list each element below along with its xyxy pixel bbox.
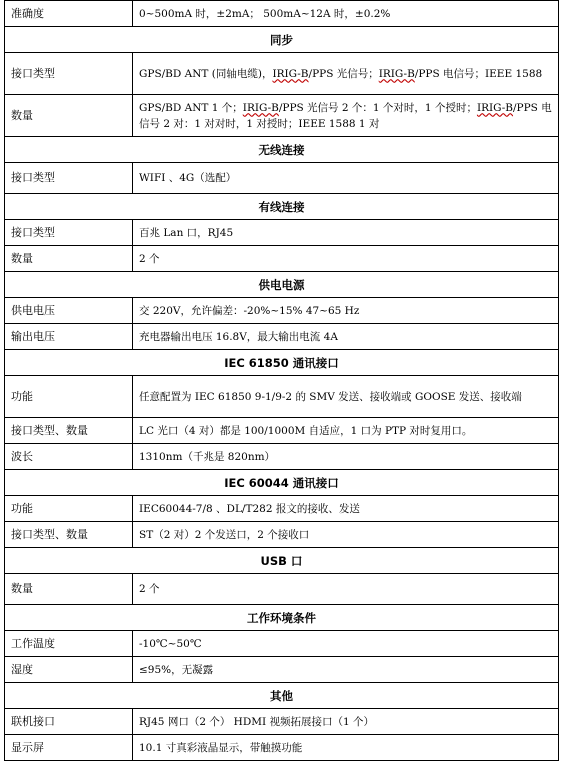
spec-table <box>4 0 559 761</box>
row-label: 接口类型、数量 <box>5 418 133 444</box>
section-title: 同步 <box>5 27 559 53</box>
row-label: 湿度 <box>5 657 133 683</box>
row-value: LC 光口（4 对）都是 100/1000M 自适应，1 口为 PTP 对时复用口。 <box>133 418 559 444</box>
section-title: IEC 61850 通讯接口 <box>5 350 559 376</box>
section-header-row <box>5 470 559 496</box>
row-value: 1310nm（千兆是 820nm） <box>133 444 559 470</box>
section-title: 工作环境条件 <box>5 605 559 631</box>
table-row <box>5 444 559 470</box>
section-header-row <box>5 350 559 376</box>
value-part: IRIG-B <box>476 101 514 114</box>
section-header-row <box>5 272 559 298</box>
row-value: 0~500mA 时，±2mA； 500mA~12A 时，±0.2% <box>133 1 559 27</box>
value-part: /PPS 光信号 2 个：1 个对时，1 个授时； <box>278 101 477 114</box>
section-header-row <box>5 548 559 574</box>
section-title: 无线连接 <box>5 137 559 163</box>
row-label: 接口类型、数量 <box>5 522 133 548</box>
row-label: 输出电压 <box>5 324 133 350</box>
table-row <box>5 246 559 272</box>
row-value: 10.1 寸真彩液晶显示，带触摸功能 <box>133 735 559 761</box>
row-value: ST（2 对）2 个发送口，2 个接收口 <box>133 522 559 548</box>
section-header-row <box>5 27 559 53</box>
row-value: 交 220V，允许偏差：-20%~15% 47~65 Hz <box>133 298 559 324</box>
section-title: 其他 <box>5 683 559 709</box>
row-label: 接口类型 <box>5 220 133 246</box>
table-row <box>5 1 559 27</box>
row-label: 功能 <box>5 496 133 522</box>
row-label: 显示屏 <box>5 735 133 761</box>
table-row <box>5 574 559 605</box>
value-part: /PPS 电信号 2 对：1 对对时，1 对授时；IEEE 1588 1 对 <box>139 101 552 130</box>
table-row <box>5 95 559 137</box>
table-row <box>5 631 559 657</box>
table-row <box>5 522 559 548</box>
row-label: 准确度 <box>5 1 133 27</box>
value-part: /PPS 光信号； <box>308 67 379 80</box>
table-row <box>5 709 559 735</box>
row-value: 任意配置为 IEC 61850 9-1/9-2 的 SMV 发送、接收端或 GOOSE 发送、接收端 <box>133 376 559 418</box>
row-label: 数量 <box>5 574 133 605</box>
value-part: GPS/BD ANT 1 个； <box>139 101 243 114</box>
row-value: 2 个 <box>133 574 559 605</box>
row-label: 接口类型 <box>5 163 133 194</box>
value-part: IRIG-B <box>378 67 415 80</box>
section-header-row <box>5 683 559 709</box>
table-row <box>5 53 559 95</box>
row-value: -10℃~50℃ <box>133 631 559 657</box>
row-value: 2 个 <box>133 246 559 272</box>
table-row <box>5 163 559 194</box>
row-label: 数量 <box>5 246 133 272</box>
row-value: 充电器输出电压 16.8V，最大输出电流 4A <box>133 324 559 350</box>
row-value: 百兆 Lan 口，RJ45 <box>133 220 559 246</box>
row-label: 接口类型 <box>5 53 133 95</box>
table-row <box>5 298 559 324</box>
row-label: 功能 <box>5 376 133 418</box>
value-part: IRIG-B <box>272 67 309 80</box>
value-part: IRIG-B <box>242 101 279 114</box>
table-row <box>5 220 559 246</box>
section-title: USB 口 <box>5 548 559 574</box>
section-title: 供电电源 <box>5 272 559 298</box>
row-value: IEC60044-7/8 、DL/T282 报文的接收、发送 <box>133 496 559 522</box>
row-value: WIFI 、4G（选配） <box>133 163 559 194</box>
row-value: RJ45 网口（2 个） HDMI 视频拓展接口（1 个） <box>133 709 559 735</box>
table-row <box>5 496 559 522</box>
value-part: GPS/BD ANT (同轴电缆)， <box>139 67 273 80</box>
section-title: 有线连接 <box>5 194 559 220</box>
table-row <box>5 657 559 683</box>
row-label: 波长 <box>5 444 133 470</box>
section-title: IEC 60044 通讯接口 <box>5 470 559 496</box>
row-value <box>133 95 559 137</box>
row-label: 联机接口 <box>5 709 133 735</box>
value-part: /PPS 电信号；IEEE 1588 <box>414 67 543 80</box>
row-value: ≤95%，无凝露 <box>133 657 559 683</box>
section-header-row <box>5 194 559 220</box>
table-row <box>5 324 559 350</box>
row-label: 数量 <box>5 95 133 137</box>
section-header-row <box>5 137 559 163</box>
row-label: 供电电压 <box>5 298 133 324</box>
spec-sheet <box>4 0 558 761</box>
row-value <box>133 53 559 95</box>
table-row <box>5 376 559 418</box>
row-label: 工作温度 <box>5 631 133 657</box>
section-header-row <box>5 605 559 631</box>
table-row <box>5 418 559 444</box>
table-row <box>5 735 559 761</box>
